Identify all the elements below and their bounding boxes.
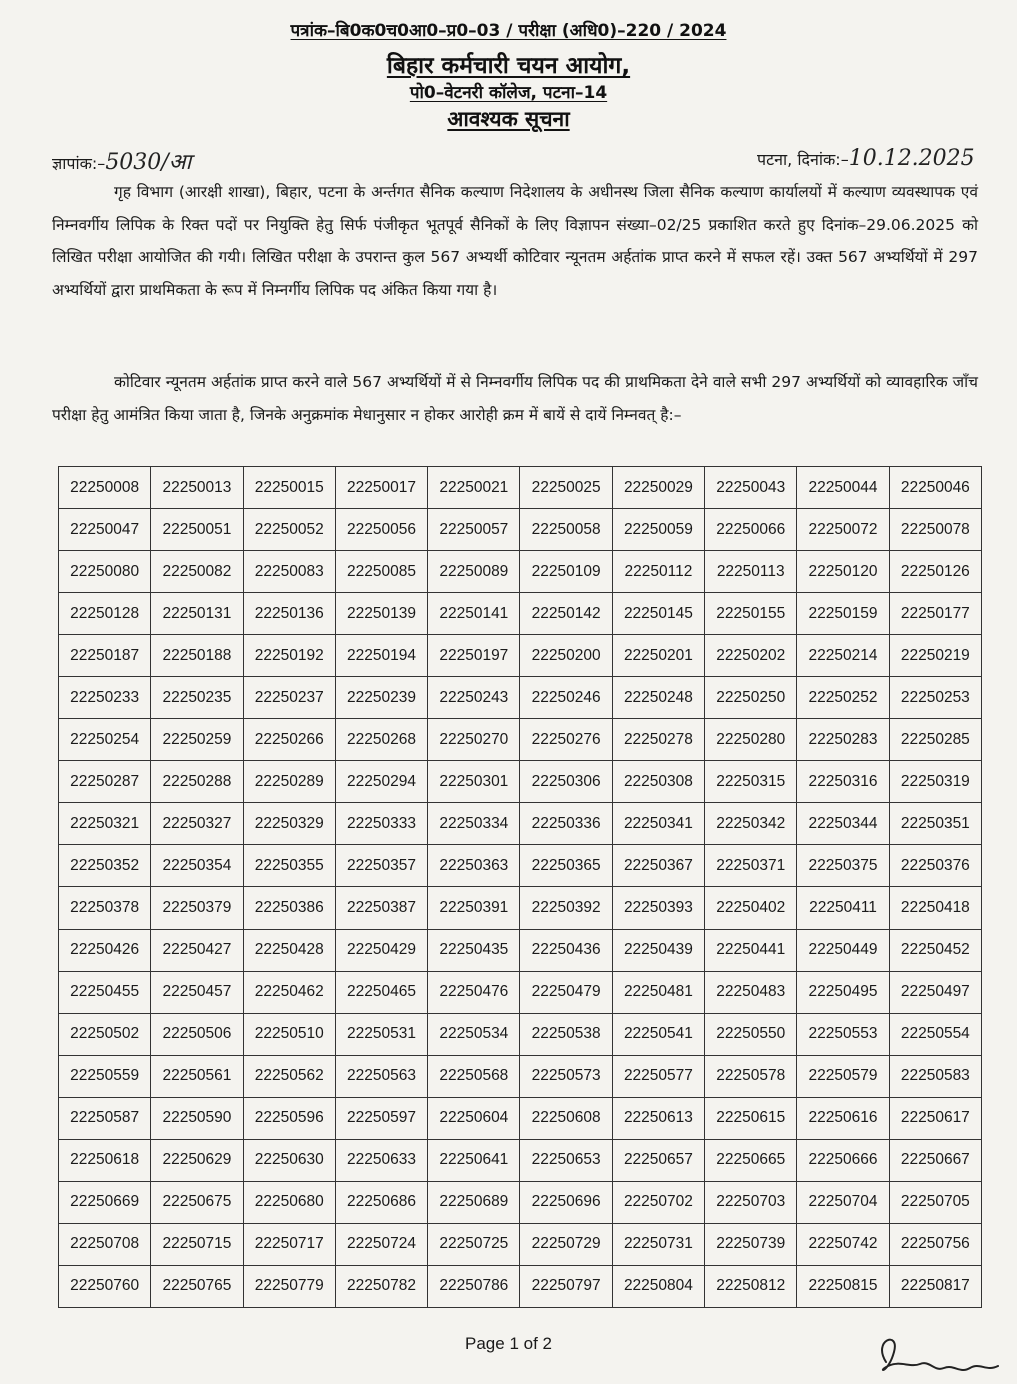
- memo-handwritten-date: 10.12.2025: [848, 146, 975, 171]
- table-row: [59, 1139, 982, 1181]
- roll-number-cell: 22250633: [335, 1139, 427, 1181]
- roll-number-cell: 22250266: [243, 719, 335, 761]
- roll-number-cell: 22250441: [705, 929, 797, 971]
- roll-number-cell: 22250481: [612, 971, 704, 1013]
- roll-number-cell: 22250321: [59, 803, 151, 845]
- table-row: [59, 1223, 982, 1265]
- roll-number-cell: 22250044: [797, 467, 889, 509]
- roll-number-cell: 22250294: [335, 761, 427, 803]
- roll-number-cell: 22250237: [243, 677, 335, 719]
- roll-number-cell: 22250541: [612, 1013, 704, 1055]
- roll-number-cell: 22250200: [520, 635, 612, 677]
- roll-number-cell: 22250553: [797, 1013, 889, 1055]
- roll-number-cell: 22250457: [151, 971, 243, 1013]
- roll-number-cell: 22250357: [335, 845, 427, 887]
- roll-number-cell: 22250427: [151, 929, 243, 971]
- roll-number-cell: 22250534: [428, 1013, 520, 1055]
- table-row: [59, 677, 982, 719]
- roll-number-cell: 22250355: [243, 845, 335, 887]
- roll-number-cell: 22250391: [428, 887, 520, 929]
- roll-number-cell: 22250704: [797, 1181, 889, 1223]
- roll-number-cell: 22250739: [705, 1223, 797, 1265]
- roll-number-cell: 22250703: [705, 1181, 797, 1223]
- roll-number-cell: 22250194: [335, 635, 427, 677]
- roll-number-cell: 22250689: [428, 1181, 520, 1223]
- roll-number-cell: 22250479: [520, 971, 612, 1013]
- roll-number-cell: 22250797: [520, 1265, 612, 1307]
- roll-number-cell: 22250308: [612, 761, 704, 803]
- table-row: [59, 509, 982, 551]
- roll-number-cell: 22250319: [889, 761, 981, 803]
- roll-number-cell: 22250702: [612, 1181, 704, 1223]
- roll-number-cell: 22250665: [705, 1139, 797, 1181]
- roll-number-cell: 22250502: [59, 1013, 151, 1055]
- roll-number-cell: 22250043: [705, 467, 797, 509]
- roll-number-cell: 22250342: [705, 803, 797, 845]
- roll-number-cell: 22250378: [59, 887, 151, 929]
- table-row: [59, 1013, 982, 1055]
- roll-number-cell: 22250590: [151, 1097, 243, 1139]
- roll-number-cell: 22250363: [428, 845, 520, 887]
- table-row: [59, 593, 982, 635]
- roll-number-cell: 22250351: [889, 803, 981, 845]
- roll-number-cell: 22250278: [612, 719, 704, 761]
- roll-number-cell: 22250333: [335, 803, 427, 845]
- table-row: [59, 467, 982, 509]
- roll-number-cell: 22250725: [428, 1223, 520, 1265]
- table-row: [59, 1265, 982, 1307]
- roll-number-cell: 22250815: [797, 1265, 889, 1307]
- roll-number-cell: 22250587: [59, 1097, 151, 1139]
- roll-number-cell: 22250155: [705, 593, 797, 635]
- roll-number-cell: 22250021: [428, 467, 520, 509]
- roll-number-cell: 22250201: [612, 635, 704, 677]
- roll-number-cell: 22250731: [612, 1223, 704, 1265]
- roll-number-cell: 22250562: [243, 1055, 335, 1097]
- table-row: [59, 1055, 982, 1097]
- roll-number-cell: 22250613: [612, 1097, 704, 1139]
- roll-number-cell: 22250188: [151, 635, 243, 677]
- roll-number-cell: 22250393: [612, 887, 704, 929]
- roll-number-cell: 22250315: [705, 761, 797, 803]
- roll-number-cell: 22250717: [243, 1223, 335, 1265]
- roll-number-cell: 22250729: [520, 1223, 612, 1265]
- roll-number-cell: 22250597: [335, 1097, 427, 1139]
- roll-number-cell: 22250254: [59, 719, 151, 761]
- roll-number-cell: 22250029: [612, 467, 704, 509]
- roll-number-cell: 22250233: [59, 677, 151, 719]
- roll-number-cell: 22250724: [335, 1223, 427, 1265]
- roll-number-cell: 22250047: [59, 509, 151, 551]
- table-row: [59, 845, 982, 887]
- roll-number-cell: 22250616: [797, 1097, 889, 1139]
- roll-number-cell: 22250462: [243, 971, 335, 1013]
- roll-number-cell: 22250306: [520, 761, 612, 803]
- roll-number-cell: 22250497: [889, 971, 981, 1013]
- roll-number-cell: 22250072: [797, 509, 889, 551]
- roll-number-cell: 22250782: [335, 1265, 427, 1307]
- roll-number-cell: 22250025: [520, 467, 612, 509]
- roll-number-cell: 22250708: [59, 1223, 151, 1265]
- table-row: [59, 803, 982, 845]
- roll-number-cell: 22250120: [797, 551, 889, 593]
- paragraph-2: कोटिवार न्यूनतम अर्हतांक प्राप्त करने वाले 567 अभ्यर्थियों में से निम्नवर्गीय लिपिक पद की प्राथमिकता देने वाले सभी 297 अभ्यर्थियों को व्यावहारिक जाँच परीक्षा हेतु आमंत्रित किया जाता है, जिनके अनुक्रमांक मेधानुसार न होकर आरोही क्रम में बायें से दायें निम्नवत् है:–: [52, 373, 978, 424]
- table-row: [59, 761, 982, 803]
- roll-number-cell: 22250428: [243, 929, 335, 971]
- roll-number-cell: 22250510: [243, 1013, 335, 1055]
- roll-number-cell: 22250577: [612, 1055, 704, 1097]
- roll-number-cell: 22250686: [335, 1181, 427, 1223]
- roll-number-cell: 22250015: [243, 467, 335, 509]
- roll-number-cell: 22250538: [520, 1013, 612, 1055]
- roll-number-cell: 22250756: [889, 1223, 981, 1265]
- roll-number-cell: 22250506: [151, 1013, 243, 1055]
- roll-number-cell: 22250046: [889, 467, 981, 509]
- roll-number-cell: 22250495: [797, 971, 889, 1013]
- roll-number-cell: 22250742: [797, 1223, 889, 1265]
- roll-number-cell: 22250760: [59, 1265, 151, 1307]
- roll-number-cell: 22250136: [243, 593, 335, 635]
- roll-number-cell: 22250812: [705, 1265, 797, 1307]
- roll-number-cell: 22250476: [428, 971, 520, 1013]
- roll-number-cell: 22250192: [243, 635, 335, 677]
- roll-number-cell: 22250141: [428, 593, 520, 635]
- roll-number-cell: 22250531: [335, 1013, 427, 1055]
- roll-number-cell: 22250435: [428, 929, 520, 971]
- roll-number-cell: 22250187: [59, 635, 151, 677]
- place-date-label: पटना, दिनांक:–: [757, 150, 849, 169]
- roll-number-cell: 22250013: [151, 467, 243, 509]
- roll-number-cell: 22250219: [889, 635, 981, 677]
- roll-number-cell: 22250246: [520, 677, 612, 719]
- roll-number-cell: 22250379: [151, 887, 243, 929]
- roll-number-cell: 22250285: [889, 719, 981, 761]
- roll-number-cell: 22250057: [428, 509, 520, 551]
- memo-number: [52, 146, 191, 176]
- roll-number-cell: 22250411: [797, 887, 889, 929]
- roll-number-cell: 22250139: [335, 593, 427, 635]
- roll-number-cell: 22250083: [243, 551, 335, 593]
- roll-number-table: [58, 466, 982, 1308]
- roll-number-cell: 22250113: [705, 551, 797, 593]
- roll-number-cell: 22250629: [151, 1139, 243, 1181]
- roll-number-cell: 22250817: [889, 1265, 981, 1307]
- roll-number-cell: 22250059: [612, 509, 704, 551]
- roll-number-cell: 22250452: [889, 929, 981, 971]
- roll-number-cell: 22250283: [797, 719, 889, 761]
- roll-number-cell: 22250126: [889, 551, 981, 593]
- table-row: [59, 1097, 982, 1139]
- table-row: [59, 887, 982, 929]
- roll-number-cell: 22250680: [243, 1181, 335, 1223]
- roll-number-cell: 22250696: [520, 1181, 612, 1223]
- roll-number-cell: 22250008: [59, 467, 151, 509]
- roll-number-cell: 22250392: [520, 887, 612, 929]
- roll-number-cell: 22250705: [889, 1181, 981, 1223]
- paragraph-1: गृह विभाग (आरक्षी शाखा), बिहार, पटना के अर्न्तगत सैनिक कल्याण निदेशालय के अधीनस्थ जिला सैनिक कल्याण कार्यालयों में कल्याण व्यवस्थापक एवं निम्नवर्गीय लिपिक के रिक्त पदों पर नियुक्ति हेतु सिर्फ पंजीकृत भूतपूर्व सैनिकों के लिए विज्ञापन संख्या–02/25 प्रकाशित करते हुए दिनांक–29.06.2025 को लिखित परीक्षा आयोजित की गयी। लिखित परीक्षा के उपरान्त कुल 567 अभ्यर्थी कोटिवार न्यूनतम अर्हतांक प्राप्त करने में सफल रहें। उक्त 567 अभ्यर्थियों में 297 अभ्यर्थियों द्वारा प्राथमिकता के रूप में निम्नर्गीय लिपिक पद अंकित किया गया है।: [52, 183, 978, 299]
- roll-number-cell: 22250109: [520, 551, 612, 593]
- roll-number-cell: 22250131: [151, 593, 243, 635]
- table-row: [59, 1181, 982, 1223]
- table-row: [59, 719, 982, 761]
- roll-number-cell: 22250327: [151, 803, 243, 845]
- roll-number-cell: 22250666: [797, 1139, 889, 1181]
- roll-number-cell: 22250276: [520, 719, 612, 761]
- roll-number-cell: 22250058: [520, 509, 612, 551]
- roll-number-cell: 22250253: [889, 677, 981, 719]
- roll-number-cell: 22250259: [151, 719, 243, 761]
- roll-number-cell: 22250573: [520, 1055, 612, 1097]
- roll-number-cell: 22250177: [889, 593, 981, 635]
- roll-number-cell: 22250641: [428, 1139, 520, 1181]
- roll-number-cell: 22250288: [151, 761, 243, 803]
- roll-number-cell: 22250334: [428, 803, 520, 845]
- roll-number-cell: 22250630: [243, 1139, 335, 1181]
- roll-number-cell: 22250301: [428, 761, 520, 803]
- roll-number-cell: 22250449: [797, 929, 889, 971]
- roll-number-cell: 22250426: [59, 929, 151, 971]
- roll-number-cell: 22250669: [59, 1181, 151, 1223]
- roll-number-cell: 22250765: [151, 1265, 243, 1307]
- table-row: [59, 971, 982, 1013]
- roll-number-cell: 22250561: [151, 1055, 243, 1097]
- roll-number-cell: 22250214: [797, 635, 889, 677]
- roll-number-cell: 22250579: [797, 1055, 889, 1097]
- roll-number-cell: 22250329: [243, 803, 335, 845]
- roll-number-cell: 22250250: [705, 677, 797, 719]
- roll-number-cell: 22250563: [335, 1055, 427, 1097]
- roll-number-cell: 22250583: [889, 1055, 981, 1097]
- roll-number-cell: 22250365: [520, 845, 612, 887]
- roll-number-cell: 22250112: [612, 551, 704, 593]
- roll-number-cell: 22250402: [705, 887, 797, 929]
- roll-number-cell: 22250804: [612, 1265, 704, 1307]
- roll-number-cell: 22250578: [705, 1055, 797, 1097]
- roll-number-cell: 22250252: [797, 677, 889, 719]
- roll-number-cell: 22250371: [705, 845, 797, 887]
- roll-number-cell: 22250418: [889, 887, 981, 929]
- roll-number-cell: 22250667: [889, 1139, 981, 1181]
- memo-handwritten-number: 5030/आ: [105, 150, 192, 175]
- roll-number-cell: 22250367: [612, 845, 704, 887]
- table-row: [59, 635, 982, 677]
- notice-title: आवश्यक सूचना: [447, 107, 570, 131]
- roll-number-cell: 22250243: [428, 677, 520, 719]
- roll-number-cell: 22250617: [889, 1097, 981, 1139]
- roll-number-cell: 22250386: [243, 887, 335, 929]
- roll-number-cell: 22250051: [151, 509, 243, 551]
- roll-number-cell: 22250675: [151, 1181, 243, 1223]
- memo-label: ज्ञापांक:–: [52, 154, 106, 173]
- roll-number-cell: 22250786: [428, 1265, 520, 1307]
- roll-number-cell: 22250142: [520, 593, 612, 635]
- roll-number-cell: 22250268: [335, 719, 427, 761]
- roll-number-cell: 22250017: [335, 467, 427, 509]
- roll-number-cell: 22250352: [59, 845, 151, 887]
- roll-number-cell: 22250715: [151, 1223, 243, 1265]
- roll-number-cell: 22250376: [889, 845, 981, 887]
- roll-number-cell: 22250145: [612, 593, 704, 635]
- table-row: [59, 551, 982, 593]
- roll-number-cell: 22250078: [889, 509, 981, 551]
- roll-number-cell: 22250085: [335, 551, 427, 593]
- roll-number-cell: 22250052: [243, 509, 335, 551]
- roll-number-cell: 22250608: [520, 1097, 612, 1139]
- roll-number-cell: 22250056: [335, 509, 427, 551]
- roll-number-cell: 22250615: [705, 1097, 797, 1139]
- roll-number-cell: 22250197: [428, 635, 520, 677]
- roll-number-cell: 22250202: [705, 635, 797, 677]
- roll-number-cell: 22250657: [612, 1139, 704, 1181]
- roll-number-cell: 22250239: [335, 677, 427, 719]
- roll-number-cell: 22250439: [612, 929, 704, 971]
- roll-number-cell: 22250779: [243, 1265, 335, 1307]
- table-row: [59, 929, 982, 971]
- memo-date: [757, 146, 975, 171]
- roll-number-cell: 22250316: [797, 761, 889, 803]
- roll-number-cell: 22250066: [705, 509, 797, 551]
- roll-number-cell: 22250289: [243, 761, 335, 803]
- roll-number-cell: 22250465: [335, 971, 427, 1013]
- roll-number-cell: 22250550: [705, 1013, 797, 1055]
- roll-number-cell: 22250280: [705, 719, 797, 761]
- organization-address: पो0–वेटनरी कॉलेज, पटना–14: [409, 83, 608, 103]
- roll-number-cell: 22250375: [797, 845, 889, 887]
- roll-number-cell: 22250082: [151, 551, 243, 593]
- page-number: Page 1 of 2: [465, 1334, 552, 1353]
- roll-number-cell: 22250248: [612, 677, 704, 719]
- roll-number-cell: 22250287: [59, 761, 151, 803]
- signature-image: [870, 1322, 1010, 1384]
- roll-number-cell: 22250354: [151, 845, 243, 887]
- roll-number-cell: 22250080: [59, 551, 151, 593]
- roll-number-cell: 22250554: [889, 1013, 981, 1055]
- roll-number-cell: 22250604: [428, 1097, 520, 1139]
- organization-name: बिहार कर्मचारी चयन आयोग,: [386, 53, 631, 79]
- roll-number-cell: 22250159: [797, 593, 889, 635]
- roll-number-cell: 22250128: [59, 593, 151, 635]
- roll-number-cell: 22250483: [705, 971, 797, 1013]
- roll-number-cell: 22250344: [797, 803, 889, 845]
- roll-number-cell: 22250089: [428, 551, 520, 593]
- roll-number-cell: 22250653: [520, 1139, 612, 1181]
- roll-number-cell: 22250429: [335, 929, 427, 971]
- roll-number-cell: 22250270: [428, 719, 520, 761]
- roll-number-cell: 22250235: [151, 677, 243, 719]
- roll-number-cell: 22250455: [59, 971, 151, 1013]
- roll-number-cell: 22250436: [520, 929, 612, 971]
- reference-number: पत्रांक–बि0क0च0आ0–प्र0–03 / परीक्षा (अधि0)–220 / 2024: [290, 21, 727, 41]
- roll-number-cell: 22250596: [243, 1097, 335, 1139]
- roll-number-cell: 22250568: [428, 1055, 520, 1097]
- roll-number-cell: 22250559: [59, 1055, 151, 1097]
- roll-number-cell: 22250387: [335, 887, 427, 929]
- roll-number-cell: 22250336: [520, 803, 612, 845]
- roll-number-cell: 22250341: [612, 803, 704, 845]
- roll-number-cell: 22250618: [59, 1139, 151, 1181]
